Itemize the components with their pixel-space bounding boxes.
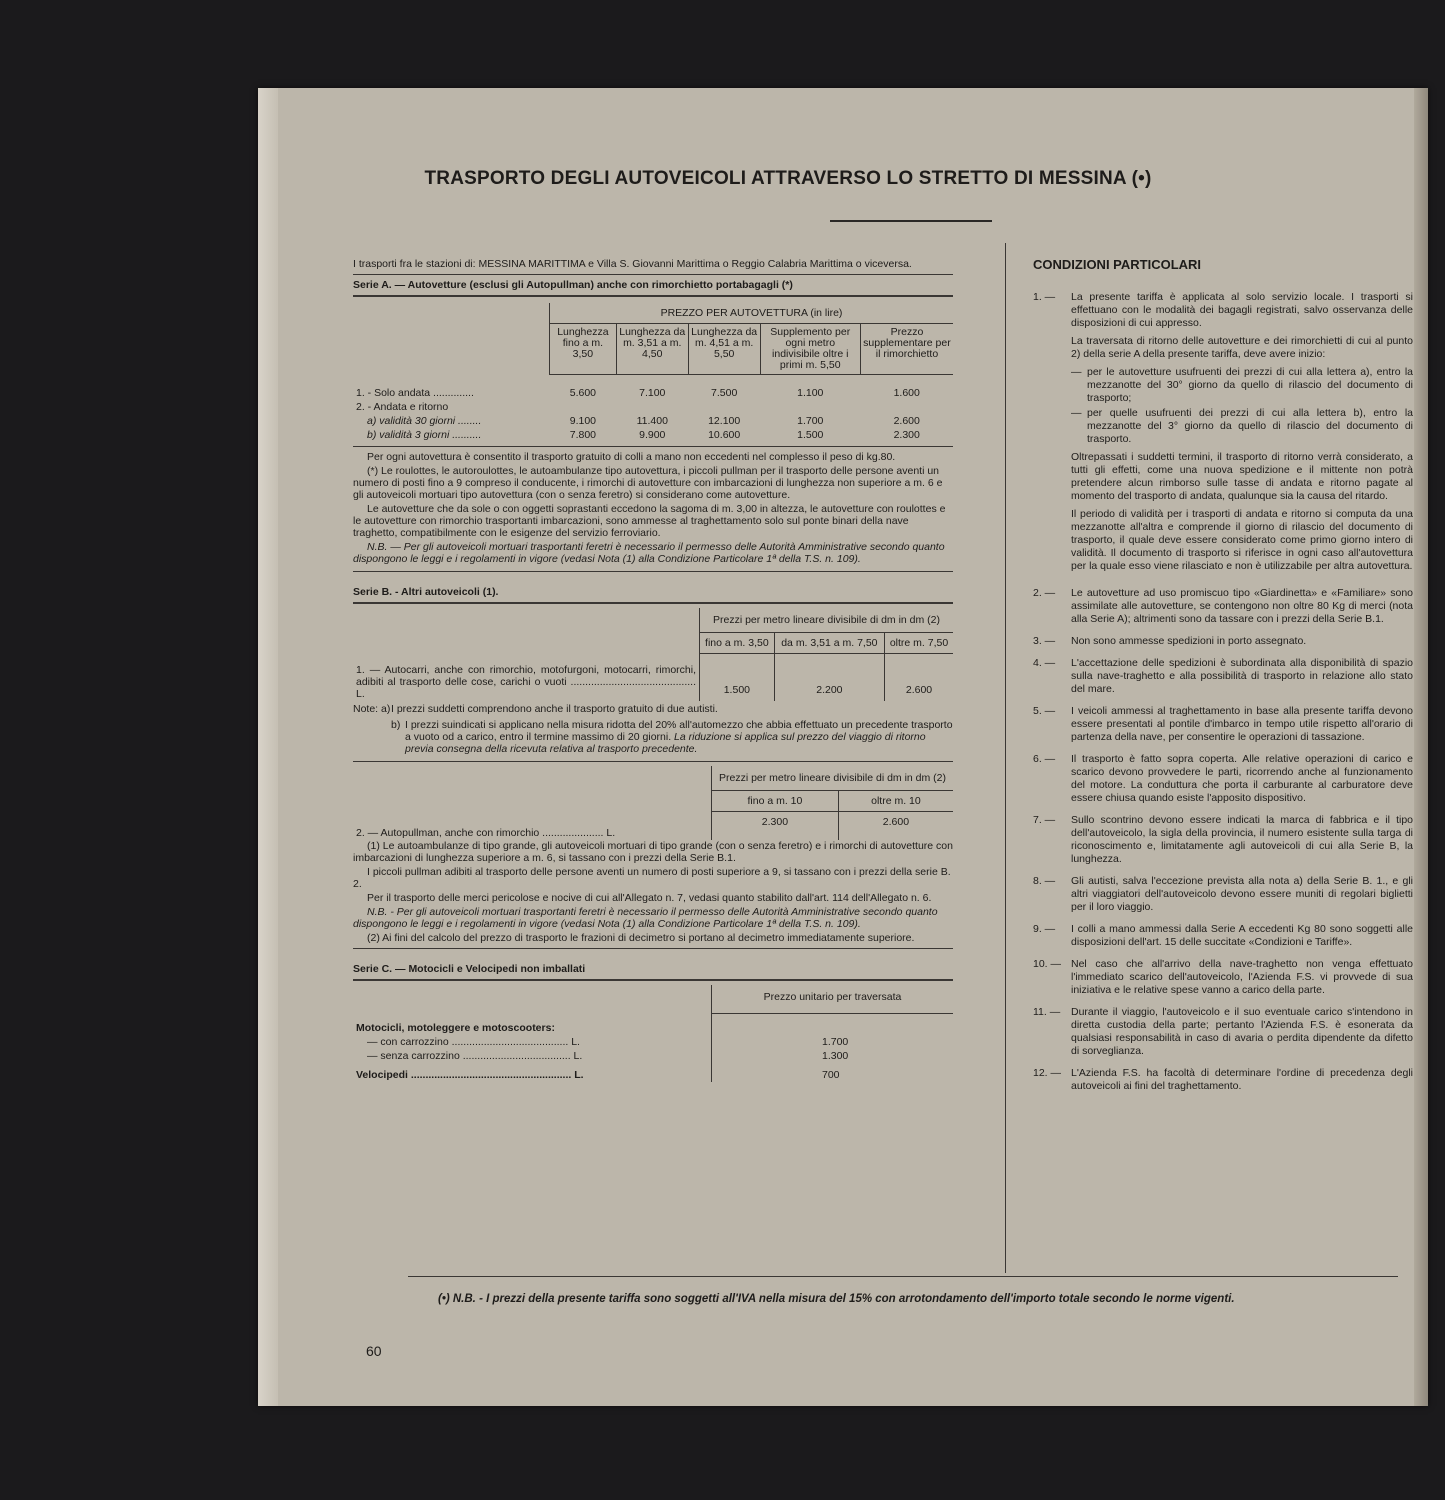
col-header: Lunghezza fino a m. 3,50	[550, 324, 617, 375]
page-edge	[258, 88, 278, 1406]
table-row: 1. - Solo andata .............. 5.600 7.100 7.500 1.100 1.600	[356, 386, 920, 399]
serie-b-footnote: (1) Le autoambulanze di tipo grande, gli autoveicoli mortuari di tipo grande (con o senza feretro) e i rimorchi di autovetture con imbarcazioni di lunghezza superiore a m. 6, si tassano con i prezzi della Serie B.1.	[353, 840, 953, 864]
condition-item: 10. — Nel caso che all'arrivo della nave-traghetto non venga effettuato l'immediato scarico dell'autoveicolo, l'Azienda F.S. vi provvede di sua iniziativa e le relative spese vanno a carico della parte.	[1033, 958, 1413, 996]
serie-b-note-b: b) I prezzi suindicati si applicano nella misura ridotta del 20% all'automezzo che abbia effettuato un precedente trasporto a vuoto od a carico, entro il termine massimo di 20 giorni. La riduzione si applica sul prezzo del viaggio di ritorno previa consegna della ricevuta relativa al trasporto precedente.	[391, 718, 953, 755]
condition-item: 12. — L'Azienda F.S. ha facoltà di determinare l'ordine di precedenza degli autoveicoli ai fini del traghettamento.	[1033, 1067, 1413, 1092]
vat-footnote: (•) N.B. - I prezzi della presente tariffa sono soggetti all'IVA nella misura del 15% con arrotondamento dell'importo totale secondo le norme vigenti.	[438, 1293, 1235, 1305]
table-row: b) validità 3 giorni .......... 7.800 9.900 10.600 1.500 2.300	[367, 429, 920, 441]
serie-a-table-title: PREZZO PER AUTOVETTURA (in lire)	[550, 303, 954, 324]
serie-b-table-2: Prezzi per metro lineare divisibile di dm in dm (2) fino a m. 10 oltre m. 10 2. — Autopullman, anche con rimorchio ..................... L. 2.300 2.600	[353, 766, 953, 841]
condition-item: 5. — I veicoli ammessi al traghettamento in base alla presente tariffa devono essere presentati al pontile d'imbarco in tempo utile rispetto all'orario di partenza della nave, per consentire le operazioni di tassazione.	[1033, 705, 1413, 743]
intro-text: I trasporti fra le stazioni di: MESSINA MARITTIMA e Villa S. Giovanni Marittima o Reggio Calabria Marittima o viceversa.	[353, 258, 912, 270]
col-header: Supplemento per ogni metro indivisibile oltre i primi m. 5,50	[760, 324, 860, 375]
left-column	[353, 258, 953, 1082]
serie-b-nb: N.B. - Per gli autoveicoli mortuari trasportanti feretri è necessario il permesso delle Autorità Amministrative secondo quanto dispongono le leggi e i regolamenti in vigore (vedasi Nota (1) alla Condizione Particolare 1ª della T.S. n. 109).	[353, 906, 938, 930]
condition-item: 8. — Gli autisti, salva l'eccezione prevista alla nota a) della Serie B. 1., e gli altri viaggiatori dell'autoveicolo devono essere muniti di regolari biglietti per il loro viaggio.	[1033, 875, 1413, 913]
serie-c-heading: Serie C. — Motocicli e Velocipedi non imballati	[353, 963, 586, 975]
page-fold	[1414, 88, 1428, 1406]
col-header: Prezzo supplementare per il rimorchietto	[860, 324, 953, 375]
page-number: 60	[366, 1343, 382, 1359]
table-row: a) validità 30 giorni ........ 9.100 11.400 12.100 1.700 2.600	[367, 415, 920, 427]
condition-item: 2. — Le autovetture ad uso promiscuo tipo «Giardinetta» e «Familiare» sono assimilate alle autovetture, se contengono non oltre 80 Kg di merci (nota alla Serie A); altrimenti sono da tassare con i prezzi della Serie B.1.	[1033, 587, 1413, 625]
serie-b-heading: Serie B. - Altri autoveicoli (1).	[353, 586, 499, 598]
condition-item: 6. — Il trasporto è fatto sopra coperta. Alle relative operazioni di carico e scarico devono provvedere le parti, ricorrendo anche al funzionamento del motore. La conduttura che porta il carburante al carburatore deve essere chiusa quando esiste l'apposito dispositivo.	[1033, 753, 1413, 804]
condition-item: 3. — Non sono ammesse spedizioni in porto assegnato.	[1033, 635, 1307, 647]
col-header: Lunghezza da m. 3,51 a m. 4,50	[616, 324, 688, 375]
table-row: Velocipedi ....................................................... L. 700	[353, 1063, 953, 1082]
condition-item: 9. — I colli a mano ammessi dalla Serie A eccedenti Kg 80 sono soggetti alle disposizioni dell'art. 15 delle succitate «Condizioni e Tariffe».	[1033, 923, 1413, 948]
serie-c-table: Prezzo unitario per traversata Motocicli, motoleggere e motoscooters: — con carrozzino ........................................ L. 1.700 — senza carrozzino ..................................... L. 1.300 Velocipedi ....................................................... L. 700	[353, 985, 953, 1082]
footer-rule	[408, 1276, 1398, 1277]
right-column	[1033, 258, 1413, 1102]
table-row: 1. — Autocarri, anche con rimorchio, motofurgoni, motocarri, rimorchi, adibiti al trasporto delle cose, carichi o vuoti ........................................... L. 1.500 2.200 2.600	[353, 654, 953, 701]
serie-a-heading: Serie A. — Autovetture (esclusi gli Autopullman) anche con rimorchietto portabagagli (*)	[353, 279, 793, 291]
document-page	[258, 88, 1428, 1406]
serie-b-note-a: Note: a) I prezzi suddetti comprendono anche il trasporto gratuito di due autisti.	[353, 702, 718, 715]
condition-item: 4. — L'accettazione delle spedizioni è subordinata alla disponibilità di spazio sulla nave-traghetto e alla possibilità di trasporto in relazione allo stato del mare.	[1033, 657, 1413, 695]
serie-b-footnote: I piccoli pullman adibiti al trasporto delle persone aventi un numero di posti superiore a 9, si tassano con i prezzi della serie B. 2.	[353, 866, 951, 890]
table-row: — senza carrozzino ..................................... L. 1.300	[353, 1049, 953, 1063]
serie-a-table	[353, 303, 953, 442]
serie-a-note: Per ogni autovettura è consentito il trasporto gratuito di colli a mano non eccedenti nel complesso il peso di kg.80.	[367, 451, 896, 463]
serie-b-footnote: (2) Ai fini del calcolo del prezzo di trasporto le frazioni di decimetro si portano al decimetro immediatamente superiore.	[367, 932, 915, 944]
serie-b-footnote: Per il trasporto delle merci pericolose e nocive di cui all'Allegato n. 7, vedasi quanto stabilito dall'art. 114 dell'Allegato n. 6.	[367, 892, 932, 904]
condition-item: 7. — Sullo scontrino devono essere indicati la marca di fabbrica e il tipo dell'autoveicolo, la sigla della provincia, il numero esistente sulla targa di riconoscimento e, limitatamente agli autoveicoli di cui alla Serie B, la lunghezza.	[1033, 814, 1413, 865]
col-header: Lunghezza da m. 4,51 a m. 5,50	[688, 324, 760, 375]
column-divider	[1005, 243, 1006, 1273]
serie-a-note: (*) Le roulottes, le autoroulottes, le autoambulanze tipo autovettura, i piccoli pullman per il trasporto delle persone aventi un numero di posti fino a 9 compreso il conducente, i rimorchi di autovetture con imbarcazioni di lunghezza non superiore a m. 6 e gli autoveicoli mortuari tipo autovettura (con o senza feretro) si considerano come autovetture.	[353, 465, 943, 501]
serie-b-table-1: Prezzi per metro lineare divisibile di dm in dm (2) fino a m. 3,50 da m. 3,51 a m. 7,50 oltre m. 7,50 1. — Autocarri, anche con rimorchio, motofurgoni, motocarri, rimorchi, adibiti al trasporto delle cose, carichi o vuoti ........................................... L. 1.500 2.200 2.600	[353, 608, 953, 701]
table-row: 2. — Autopullman, anche con rimorchio ..................... L. 2.300 2.600	[353, 811, 953, 840]
table-row: — con carrozzino ........................................ L. 1.700	[353, 1035, 953, 1049]
condition-item: 11. — Durante il viaggio, l'autoveicolo e il suo eventuale carico s'intendono in diretta custodia della parte; pertanto l'Azienda F.S. è esonerata da qualsiasi responsabilità in caso di avaria o perdita dipendente da difetto di sorveglianza.	[1033, 1006, 1413, 1057]
serie-a-note: Le autovetture che da sole o con oggetti soprastanti eccedono la sagoma di m. 3,00 in altezza, le autovetture con roulottes e le autovetture con rimorchio trasportanti imbarcazioni, sono ammesse al traghettamento solo sul ponte binari della nave traghetto, compatibilmente con le esigenze del servizio ferroviario.	[353, 503, 946, 539]
condition-item: 1. — La presente tariffa è applicata al solo servizio locale. I trasporti si effettuano con le modalità dei bagagli registrati, salvo osservanza delle disposizioni di cui appresso. La traversata di ritorno delle autovetture e dei rimorchietti di cui al punto 2) della serie A della presente tariffa, deve avere inizio: — per le autovetture usufruenti dei prezzi di cui alla lettera a), entro la mezzanotte del 30° giorno da quello di rilascio del documento di trasporto; — per quelle usufruenti dei prezzi di cui alla lettera b), entro la mezzanotte del 3° giorno da quello di rilascio del documento di trasporto. Oltrepassati i suddetti termini, il trasporto di ritorno verrà considerato, a tutti gli effetti, come una nuova spedizione e il mittente non potrà pretendere alcun rimborso sulle tasse di andata e ritorno pagate al momento del trasporto di andata, qualunque sia la causa del ritardo. Il periodo di validità per i trasporti di andata e ritorno si computa da una mezzanotte all'altra e comprende il giorno di rilascio del documento di trasporto, il quale deve essere considerato come primo giorno intero di validità. Il documento di trasporto si riferisce in ogni caso all'autovettura per la quale esso viene rilasciato e non è utilizzabile per altra autovettura.	[1033, 291, 1413, 572]
page-title: TRASPORTO DEGLI AUTOVEICOLI ATTRAVERSO LO STRETTO DI MESSINA (•)	[424, 168, 1152, 189]
serie-a-nb: N.B. — Per gli autoveicoli mortuari trasportanti feretri è necessario il permesso delle Autorità Amministrative secondo quanto dispongono le leggi e i regolamenti in vigore (vedasi Nota (1) alla Condizione Particolare 1ª della T.S. n. 109).	[353, 541, 945, 565]
table-row: 2. - Andata e ritorno	[356, 401, 449, 413]
conditions-heading: CONDIZIONI PARTICOLARI	[1033, 257, 1202, 272]
title-rule	[830, 220, 992, 222]
